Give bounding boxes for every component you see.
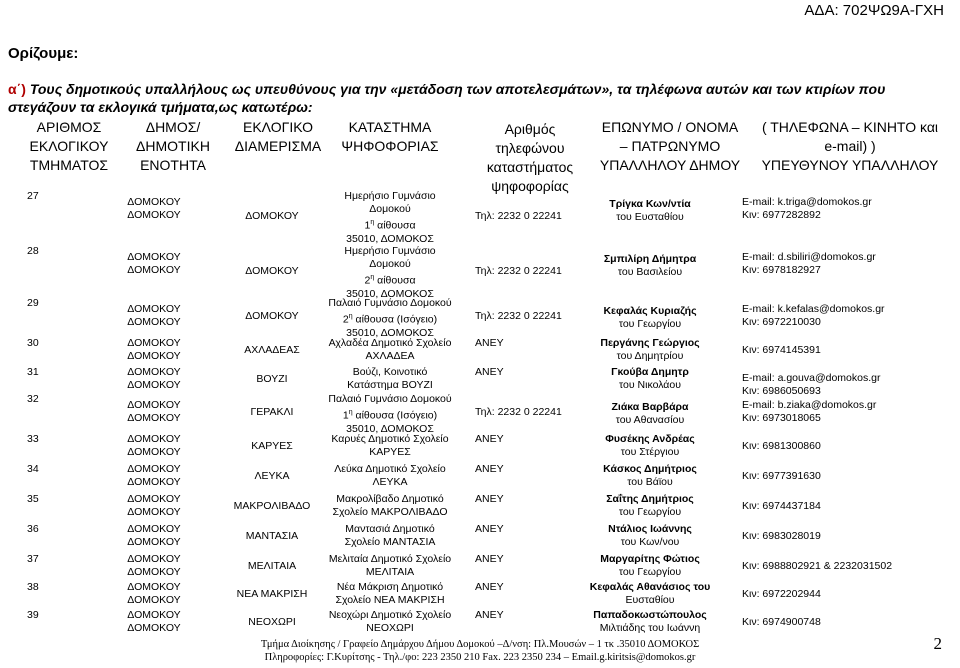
contact-cell: E-mail: b.ziaka@domokos.gr Κιν: 6973018065 [742, 399, 877, 424]
district-cell: ΜΕΛΙΤΑΙΑ [247, 559, 297, 572]
municipality-cell: ΔΟΜΟΚΟΥ ΔΟΜΟΚΟΥ [127, 553, 181, 578]
district-cell: ΚΑΡΥΕΣ [251, 439, 293, 452]
contact-cell: Κιν: 6974437184 [742, 499, 821, 512]
officer-cell: Περγάνης Γεώργιος του Δημητρίου [600, 337, 700, 362]
officer-cell: Παπαδοκωστώπουλος Μιλτιάδης του Ιωάννη [593, 609, 707, 634]
district-cell: ΔΟΜΟΚΟΥ [245, 264, 299, 277]
municipality-cell: ΔΟΜΟΚΟΥ ΔΟΜΟΚΟΥ [127, 609, 181, 634]
store-cell: Καρυές Δημοτικό Σχολείο ΚΑΡΥΕΣ [331, 433, 449, 458]
header-municipality: ΔΗΜΟΣ/ ΔΗΜΟΤΙΚΗ ΕΝΟΤΗΤΑ [136, 119, 210, 173]
officer-cell: Κεφαλάς Κυριαζής του Γεωργίου [603, 305, 697, 330]
header-district: ΕΚΛΟΓΙΚΟ ΔΙΑΜΕΡΙΣΜΑ [234, 119, 322, 154]
section-number: 34 [27, 463, 39, 475]
header-contact: ( ΤΗΛΕΦΩΝΑ – ΚΙΝΗΤΟ και e-mail) ) ΥΠΕΥΘΥΝΟΥ ΥΠΑΛΛΗΛΟΥ [761, 119, 939, 173]
section-number: 38 [27, 581, 39, 593]
section-number: 35 [27, 493, 39, 505]
store-cell: Ημερήσιο Γυμνάσιο Δομοκού $2^\eta$ αίθουσα 35010, ΔΟΜΟΚΟΣ [310, 245, 470, 301]
store-cell: Βούζι, Κοινοτικό Κατάστημα ΒΟΥΖΙ [347, 366, 433, 391]
store-cell: Παλαιό Γυμνάσιο Δομοκού $1^\eta$ αίθουσα (Ισόγειο) 35010, ΔΟΜΟΚΟΣ [310, 393, 470, 436]
store-phone: Τηλ: 2232 0 22241 [475, 310, 562, 322]
header-store: ΚΑΤΑΣΤΗΜΑ ΨΗΦΟΦΟΡΙΑΣ [341, 119, 439, 154]
section-number: 28 [27, 245, 39, 257]
heading: Ορίζουμε: [8, 45, 79, 62]
contact-cell: Κιν: 6972202944 [742, 587, 821, 600]
district-cell: ΜΑΝΤΑΣΙΑ [245, 529, 299, 542]
contact-cell: Κιν: 6974900748 [742, 615, 821, 628]
store-phone: ΑΝΕΥ [475, 366, 504, 378]
district-cell: ΒΟΥΖΙ [256, 372, 288, 385]
contact-cell: Κιν: 6981300860 [742, 439, 821, 452]
officer-cell: Γκούβα Δημητρ του Νικολάου [611, 366, 689, 391]
contact-cell: Κιν: 6983028019 [742, 529, 821, 542]
contact-cell: E-mail: a.gouva@domokos.gr Κιν: 6986050693 [742, 372, 881, 397]
store-phone: ΑΝΕΥ [475, 433, 504, 445]
store-cell: Μακρολίβαδο Δημοτικό Σχολείο ΜΑΚΡΟΛΙΒΑΔΟ [332, 493, 448, 518]
district-cell: ΓΕΡΑΚΛΙ [250, 406, 294, 418]
store-phone: Τηλ: 2232 0 22241 [475, 406, 562, 418]
municipality-cell: ΔΟΜΟΚΟΥ ΔΟΜΟΚΟΥ [127, 366, 181, 391]
contact-cell: Κιν: 6988802921 & 2232031502 [742, 559, 893, 572]
store-phone: ΑΝΕΥ [475, 493, 504, 505]
municipality-cell: ΔΟΜΟΚΟΥ ΔΟΜΟΚΟΥ [127, 196, 181, 221]
store-phone: ΑΝΕΥ [475, 523, 504, 535]
store-phone: ΑΝΕΥ [475, 609, 504, 621]
section-number: 31 [27, 366, 39, 378]
header-officer: ΕΠΩΝΥΜΟ / ΟΝΟΜΑ – ΠΑΤΡΩΝΥΜΟ ΥΠΑΛΛΗΛΟΥ ΔΗΜΟΥ [599, 119, 741, 173]
contact-cell: E-mail: d.sbiliri@domokos.gr Κιν: 6978182927 [742, 251, 876, 276]
municipality-cell: ΔΟΜΟΚΟΥ ΔΟΜΟΚΟΥ [127, 433, 181, 458]
intro-marker: α΄) [8, 81, 26, 97]
store-cell: Μελιταία Δημοτικό Σχολείο ΜΕΛΙΤΑΙΑ [328, 553, 452, 578]
page-number: 2 [933, 634, 942, 653]
section-number: 27 [27, 190, 39, 202]
store-cell: Λεύκα Δημοτικό Σχολείο ΛΕΥΚΑ [334, 463, 446, 488]
store-cell: Νέα Μάκριση Δημοτικό Σχολείο ΝΕΑ ΜΑΚΡΙΣΗ [335, 581, 445, 606]
store-line: $1^\eta$ αίθουσα [364, 219, 416, 232]
officer-cell: Σμπιλίρη Δήμητρα του Βασιλείου [603, 253, 697, 278]
store-cell: Ημερήσιο Γυμνάσιο Δομοκού $1^\eta$ αίθουσα 35010, ΔΟΜΟΚΟΣ [310, 190, 470, 246]
section-number: 36 [27, 523, 39, 535]
municipality-cell: ΔΟΜΟΚΟΥ ΔΟΜΟΚΟΥ [127, 337, 181, 362]
officer-cell: Κεφαλάς Αθανάσιος του Ευσταθίου [589, 581, 711, 606]
officer-cell: Σαΐτης Δημήτριος του Γεωργίου [606, 493, 694, 518]
store-cell: Παλαιό Γυμνάσιο Δομοκού $2^\eta$ αίθουσα (Ισόγειο) 35010, ΔΟΜΟΚΟΣ [310, 297, 470, 340]
footer: Τμήμα Διοίκησης / Γραφείο Δημάρχου Δήμου Δομοκού –Δ/νση: Πλ.Μουσών – 1 τκ .35010 ΔΟΜΟΚΟΣ Πληροφορίες: Γ.Κυρίτσης - Τηλ./φο: 223 2350 210 Fax. 223 2350 234 – Email.g.kiritsis@domokos.gr [260, 639, 700, 663]
store-phone: ΑΝΕΥ [475, 553, 504, 565]
contact-cell: E-mail: k.triga@domokos.gr Κιν: 6977282892 [742, 196, 872, 221]
store-cell: Νεοχώρι Δημοτικό Σχολείο ΝΕΟΧΩΡΙ [328, 609, 452, 634]
store-line: $2^\eta$ αίθουσα (Ισόγειο) [342, 313, 438, 326]
officer-cell: Τρίγκα Κων/ντία του Ευσταθίου [609, 198, 691, 223]
contact-cell: Κιν: 6974145391 [742, 343, 821, 356]
officer-cell: Κάσκος Δημήτριος του Βάϊου [603, 463, 697, 488]
store-phone: ΑΝΕΥ [475, 463, 504, 475]
store-phone: Τηλ: 2232 0 22241 [475, 209, 562, 222]
store-phone: ΑΝΕΥ [475, 581, 504, 593]
municipality-cell: ΔΟΜΟΚΟΥ ΔΟΜΟΚΟΥ [127, 493, 181, 518]
intro-text: Τους δημοτικούς υπαλλήλους ως υπευθύνους για την «μετάδοση των αποτελεσμάτων», τα τηλέφωνα αυτών και των κτιρίων που στεγάζουν τα εκλογικά τμήματα,ως κατωτέρω: [8, 81, 886, 115]
district-cell: ΜΑΚΡΟΛΙΒΑΔΟ [233, 499, 311, 512]
section-number: 33 [27, 433, 39, 445]
municipality-cell: ΔΟΜΟΚΟΥ ΔΟΜΟΚΟΥ [127, 303, 181, 328]
store-line: $2^\eta$ αίθουσα [364, 274, 416, 287]
store-cell: Μαντασιά Δημοτικό Σχολείο ΜΑΝΤΑΣΙΑ [344, 523, 436, 548]
section-number: 37 [27, 553, 39, 565]
store-phone: Τηλ: 2232 0 22241 [475, 264, 562, 277]
store-phone: ΑΝΕΥ [475, 337, 504, 349]
municipality-cell: ΔΟΜΟΚΟΥ ΔΟΜΟΚΟΥ [127, 251, 181, 276]
officer-cell: Μαργαρίτης Φώτιος του Γεωργίου [600, 553, 700, 578]
district-cell: ΛΕΥΚΑ [254, 469, 290, 482]
section-number: 39 [27, 609, 39, 621]
district-cell: ΔΟΜΟΚΟΥ [245, 310, 299, 322]
header-phone: Αριθμός τηλεφώνου καταστήματος ψηφοφορίας [486, 121, 574, 194]
district-cell: ΑΧΛΑΔΕΑΣ [244, 343, 300, 356]
municipality-cell: ΔΟΜΟΚΟΥ ΔΟΜΟΚΟΥ [127, 463, 181, 488]
contact-cell: Κιν: 6977391630 [742, 469, 821, 482]
district-cell: ΔΟΜΟΚΟΥ [245, 209, 299, 222]
contact-cell: E-mail: k.kefalas@domokos.gr Κιν: 6972210030 [742, 303, 885, 328]
officer-cell: Φυσέκης Ανδρέας του Στέργιου [605, 433, 695, 458]
officer-cell: Ζιάκα Βαρβάρα του Αθανασίου [611, 401, 689, 426]
section-number: 29 [27, 297, 39, 309]
section-number: 30 [27, 337, 39, 349]
header-section: ΑΡΙΘΜΟΣ ΕΚΛΟΓΙΚΟΥ ΤΜΗΜΑΤΟΣ [29, 119, 109, 173]
municipality-cell: ΔΟΜΟΚΟΥ ΔΟΜΟΚΟΥ [127, 581, 181, 606]
store-line: $1^\eta$ αίθουσα (Ισόγειο) [342, 409, 438, 422]
municipality-cell: ΔΟΜΟΚΟΥ ΔΟΜΟΚΟΥ [127, 523, 181, 548]
officer-cell: Ντάλιος Ιωάννης του Κων/νου [608, 523, 692, 548]
district-cell: ΝΕΟΧΩΡΙ [248, 615, 296, 628]
store-cell: Αχλαδέα Δημοτικό Σχολείο ΑΧΛΑΔΕΑ [328, 337, 452, 362]
municipality-cell: ΔΟΜΟΚΟΥ ΔΟΜΟΚΟΥ [127, 399, 181, 424]
section-number: 32 [27, 393, 39, 405]
district-cell: ΝΕΑ ΜΑΚΡΙΣΗ [236, 587, 308, 600]
intro-paragraph [8, 80, 938, 116]
ada-code: ΑΔΑ: 702ΨΩ9Α-ΓΧΗ [804, 2, 944, 19]
